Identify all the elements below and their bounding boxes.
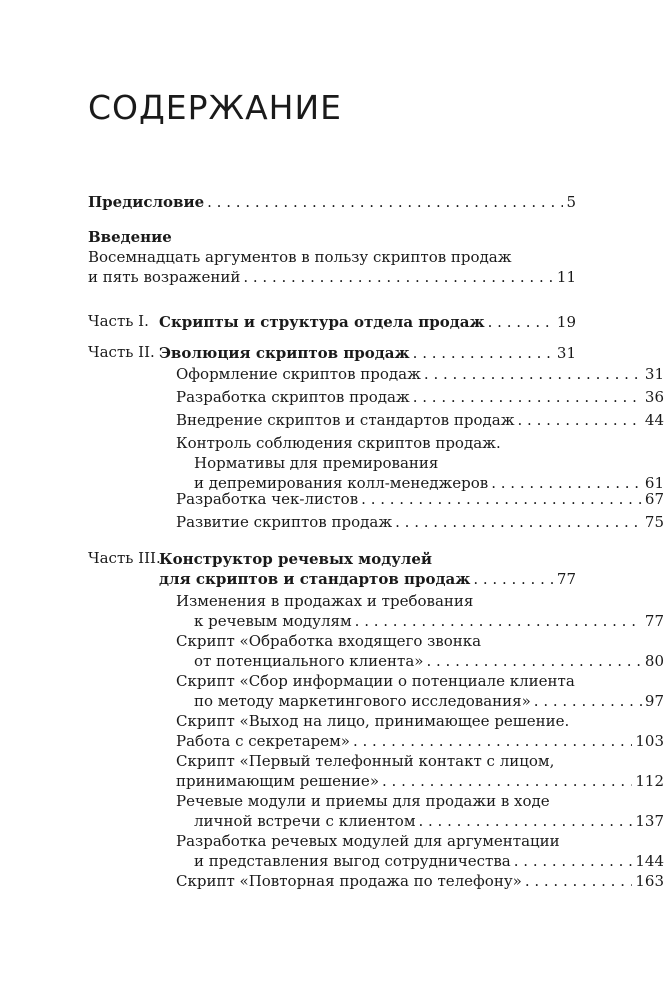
entry-line: по методу маркетингового исследования» xyxy=(194,692,531,710)
part-label: Часть III. xyxy=(88,549,161,567)
dot-leader xyxy=(413,387,642,407)
entry-line: и представления выгод сотрудничества xyxy=(194,852,511,870)
page-number: 163 xyxy=(635,872,664,890)
toc-subentry[interactable] xyxy=(88,791,664,831)
page-title: СОДЕРЖАНИЕ xyxy=(88,88,343,127)
entry-title: Скрипт «Повторная продажа по телефону» xyxy=(176,872,522,890)
entry-line: от потенциального клиента» xyxy=(194,652,424,670)
entry-title: Конструктор речевых модулей xyxy=(159,550,433,568)
toc-subentry[interactable] xyxy=(88,387,664,407)
toc-entry-part-3[interactable] xyxy=(88,549,576,589)
entry-line: Работа с секретарем» xyxy=(176,732,350,750)
dot-leader xyxy=(426,651,641,671)
entry-line: Скрипт «Сбор информации о потенциале клиента xyxy=(176,672,575,690)
toc-subentry[interactable] xyxy=(88,631,664,671)
dot-leader xyxy=(355,611,642,631)
entry-title: Предисловие xyxy=(88,193,205,211)
dot-leader xyxy=(243,267,554,287)
entry-line: Разработка речевых модулей для аргументации xyxy=(176,832,560,850)
page-number: 77 xyxy=(644,612,664,630)
part-label: Часть I. xyxy=(88,312,149,330)
page-number: 67 xyxy=(644,490,664,508)
dot-leader xyxy=(353,731,632,751)
entry-line: и депремирования колл-менеджеров xyxy=(194,474,489,492)
page-number: 75 xyxy=(644,513,664,531)
page-number: 103 xyxy=(635,732,664,750)
toc-subentry[interactable] xyxy=(88,364,664,384)
entry-title: Развитие скриптов продаж xyxy=(176,513,393,531)
page-number: 31 xyxy=(556,344,576,362)
dot-leader xyxy=(418,811,632,831)
dot-leader xyxy=(488,312,554,332)
entry-line: Речевые модули и приемы для продажи в ходе xyxy=(176,792,550,810)
toc-subentry[interactable] xyxy=(88,489,664,509)
entry-line: Восемнадцать аргументов в пользу скриптов продаж xyxy=(88,248,512,266)
toc-subentry[interactable] xyxy=(88,711,664,751)
dot-leader xyxy=(424,364,642,384)
page-number: 61 xyxy=(644,474,664,492)
dot-leader xyxy=(207,192,563,212)
page-number: 77 xyxy=(556,570,576,588)
dot-leader xyxy=(473,569,554,589)
dot-leader xyxy=(534,691,642,711)
entry-title: Скрипты и структура отдела продаж xyxy=(159,313,485,331)
entry-line: принимающим решение» xyxy=(176,772,379,790)
toc-subentry[interactable] xyxy=(88,871,664,891)
page-number: 5 xyxy=(566,193,576,211)
entry-line: Скрипт «Первый телефонный контакт с лицом, xyxy=(176,752,555,770)
part-label: Часть II. xyxy=(88,343,155,361)
toc-entry-preface[interactable] xyxy=(88,192,576,212)
dot-leader xyxy=(514,851,633,871)
page-number: 11 xyxy=(556,268,576,286)
page-number: 112 xyxy=(635,772,664,790)
entry-title: Оформление скриптов продаж xyxy=(176,365,421,383)
page-number: 19 xyxy=(556,313,576,331)
entry-title: Введение xyxy=(88,228,172,246)
entry-line: и пять возражений xyxy=(88,268,241,286)
page-number: 97 xyxy=(644,692,664,710)
entry-line: личной встречи с клиентом xyxy=(194,812,416,830)
entry-line: Скрипт «Обработка входящего звонка xyxy=(176,632,482,650)
dot-leader xyxy=(413,343,554,363)
toc-subentry[interactable] xyxy=(88,591,664,631)
entry-title: Разработка скриптов продаж xyxy=(176,388,410,406)
page-number: 80 xyxy=(644,652,664,670)
page-number: 137 xyxy=(635,812,664,830)
toc-subentry[interactable] xyxy=(88,410,664,430)
entry-title: для скриптов и стандартов продаж xyxy=(159,570,471,588)
dot-leader xyxy=(382,771,632,791)
toc-subentry[interactable] xyxy=(88,831,664,871)
toc-subentry[interactable] xyxy=(88,671,664,711)
page-number: 144 xyxy=(635,852,664,870)
page-number: 31 xyxy=(644,365,664,383)
entry-title: Внедрение скриптов и стандартов продаж xyxy=(176,411,515,429)
toc-subentry[interactable] xyxy=(88,512,664,532)
page-number: 44 xyxy=(644,411,664,429)
dot-leader xyxy=(395,512,642,532)
entry-line: Нормативы для премирования xyxy=(194,454,439,472)
dot-leader xyxy=(525,871,633,891)
entry-line: Скрипт «Выход на лицо, принимающее решение. xyxy=(176,712,570,730)
dot-leader xyxy=(518,410,642,430)
entry-line: Изменения в продажах и требования xyxy=(176,592,474,610)
toc-entry-part-1[interactable] xyxy=(88,312,576,332)
entry-line: Контроль соблюдения скриптов продаж. xyxy=(176,434,501,452)
toc-subentry[interactable] xyxy=(88,751,664,791)
entry-title: Эволюция скриптов продаж xyxy=(159,344,410,362)
toc-subentry[interactable] xyxy=(88,433,664,493)
dot-leader xyxy=(361,489,642,509)
toc-entry-part-2[interactable] xyxy=(88,343,576,363)
page-number: 36 xyxy=(644,388,664,406)
toc-entry-introduction[interactable] xyxy=(88,227,576,287)
entry-line: к речевым модулям xyxy=(194,612,352,630)
entry-title: Разработка чек-листов xyxy=(176,490,359,508)
